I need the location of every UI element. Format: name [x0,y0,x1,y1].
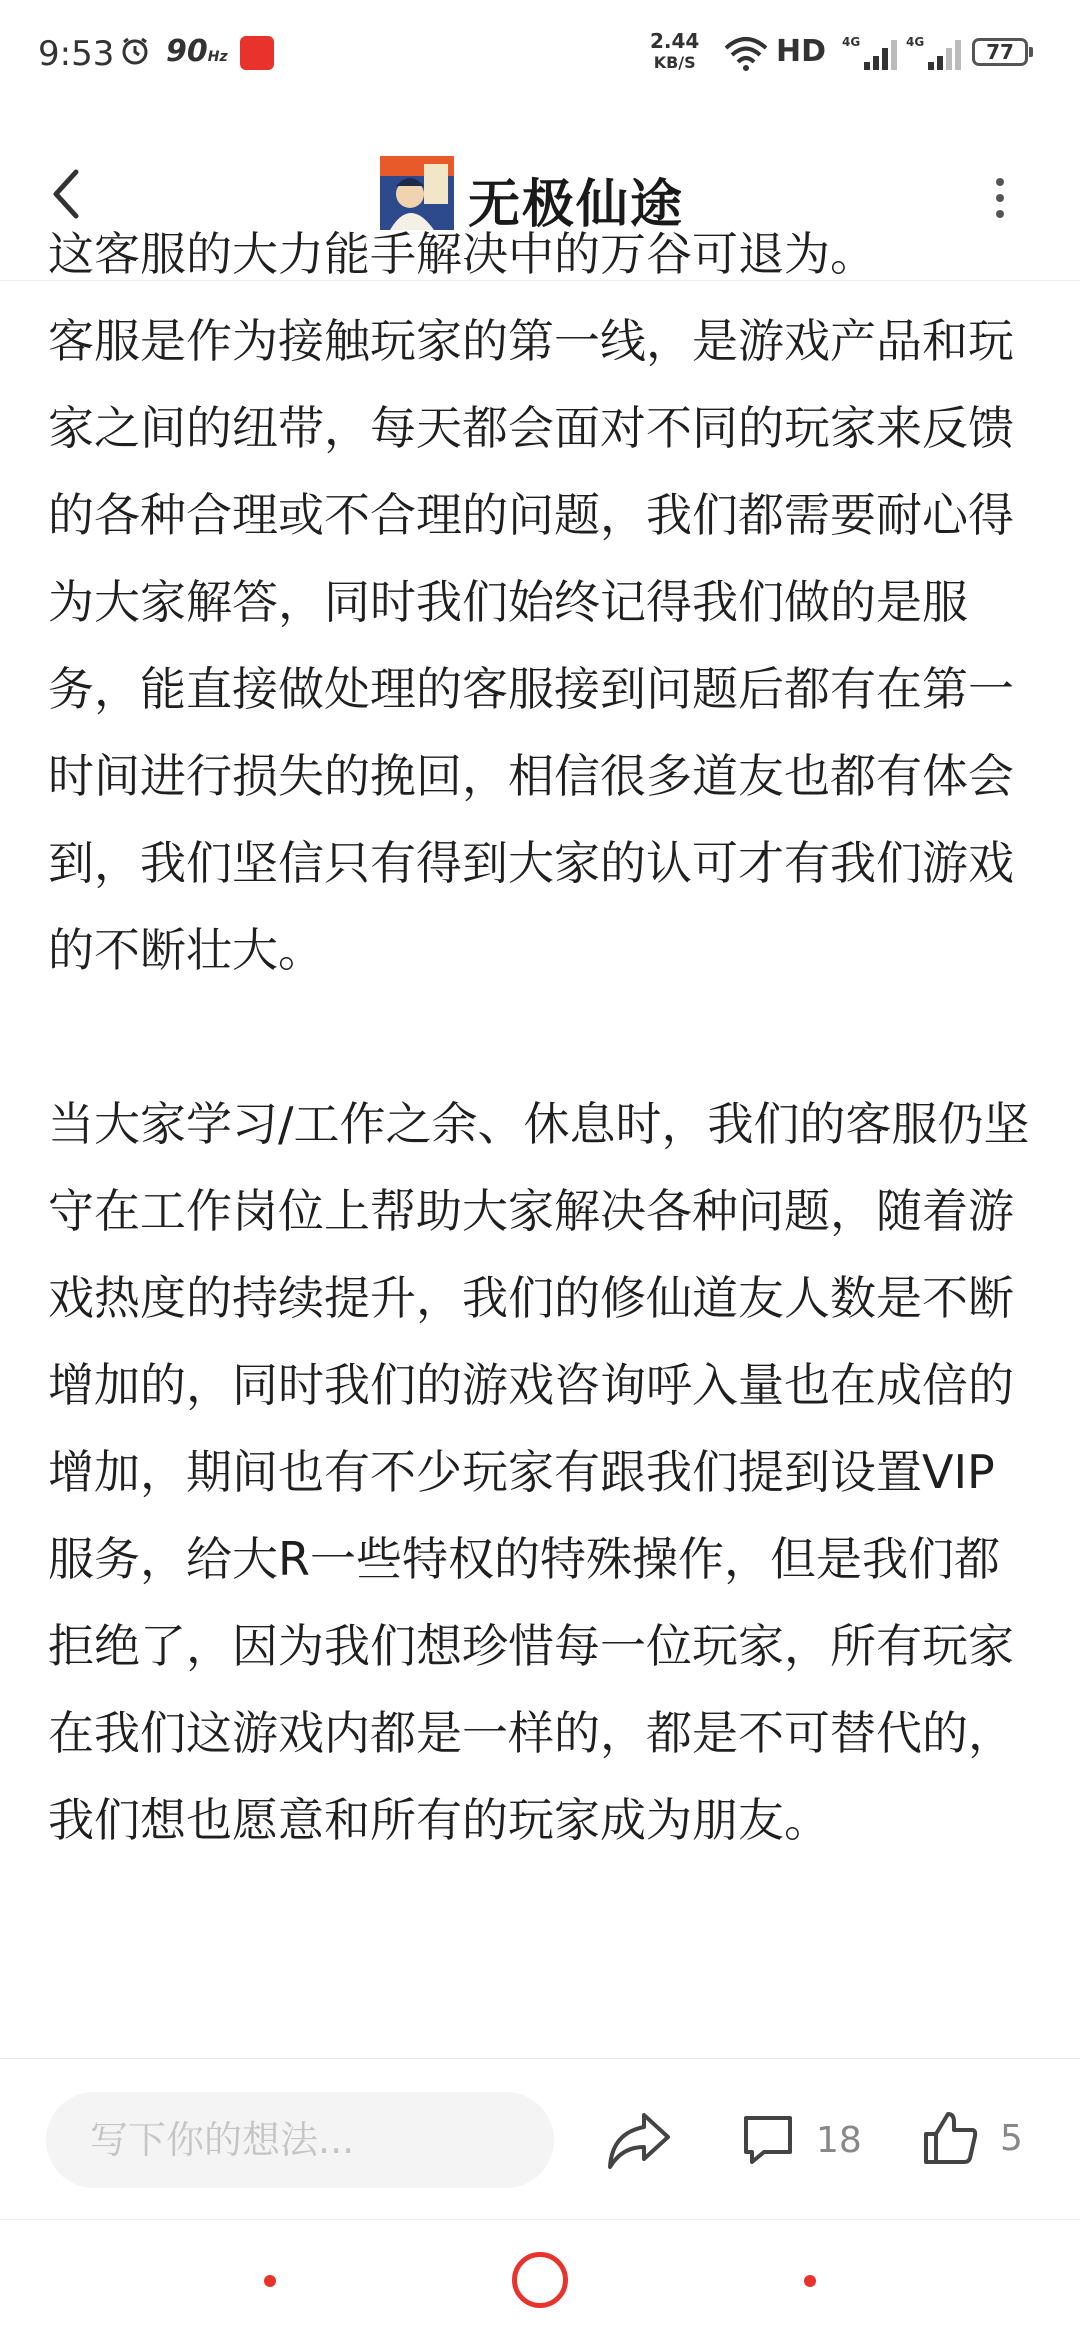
svg-text:4G: 4G [842,35,861,49]
page-title: 无极仙途 [468,175,685,235]
alarm-icon [120,36,150,66]
like-count: 5 [1000,2117,1023,2159]
share-icon[interactable] [604,2107,674,2173]
nav-back-dot-icon[interactable] [804,2275,816,2287]
bottom-action-bar [0,2058,1080,2219]
network-speed: 2.44 KB/S [650,29,700,72]
like-button[interactable] [920,2103,1023,2173]
article-paragraph: 这客服的大力能手解决中的万谷可退为。 [48,227,876,281]
comment-icon [740,2112,796,2168]
system-navigation-bar [0,2219,1080,2341]
article-paragraph: 当大家学习/工作之余、休息时，我们的客服仍坚守在工作岗位上帮助大家解决各种问题，随着游戏热度的持续提升，我们的修仙道友人数是不断增加的，同时我们的游戏咨询呼入量也在成倍的增加，期间也有不少玩家有跟我们提到设置VIP服务，给大R一些特权的特殊操作，但是我们都拒绝了，因为我们想珍惜每一位玩家，所有玩家在我们这游戏内都是一样的，都是不可替代的，我们想也愿意和所有的玩家成为朋友。 [48,1097,1030,1847]
comment-button[interactable] [740,2105,862,2175]
status-bar [0,0,1080,110]
netease-music-icon [240,36,274,70]
paragraph-gap [48,994,1038,1081]
comment-count: 18 [816,2119,862,2161]
signal-4g-icon [842,34,898,72]
article-paragraph: 客服是作为接触玩家的第一线，是游戏产品和玩家之间的纽带，每天都会面对不同的玩家来反馈的各种合理或不合理的问题，我们都需要耐心得为大家解答，同时我们始终记得我们做的是服务，能直接做处理的客服接到问题后都有在第一时间进行损失的挽回，相信很多道友也都有体会到，我们坚信只有得到大家的认可才有我们游戏的不断壮大。 [48,314,1014,977]
hd-indicator: HD [776,34,827,69]
signal-4g-icon [906,34,962,72]
article-content [0,227,1080,2056]
refresh-rate: 90Hz [166,34,228,69]
battery-indicator: 77 [972,38,1028,66]
svg-text:4G: 4G [906,35,925,49]
thumbs-up-icon [920,2108,980,2168]
status-time: 9:53 [38,34,115,74]
nav-home-circle-icon[interactable] [512,2252,568,2308]
wifi-icon [724,36,768,72]
nav-recents-dot-icon[interactable] [264,2275,276,2287]
comment-input[interactable] [46,2092,554,2188]
